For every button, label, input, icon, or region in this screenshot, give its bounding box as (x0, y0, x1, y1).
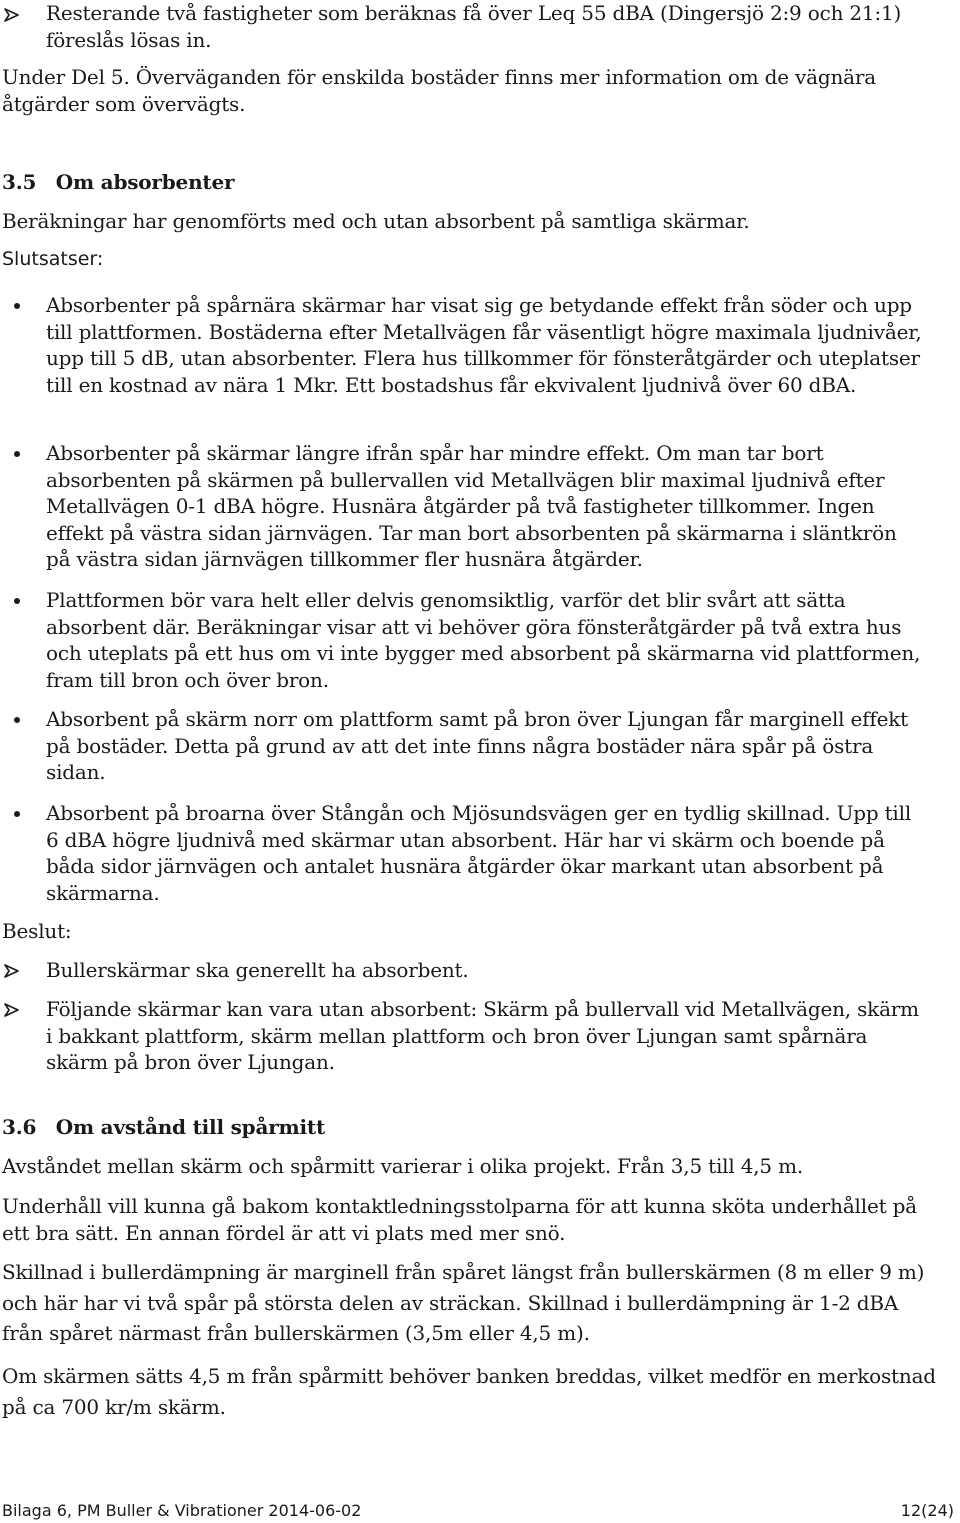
heading-number: 3.5 (2, 170, 37, 194)
bullet-item: Absorbenter på skärmar längre ifrån spår har mindre effekt. Om man tar bort absorbenten på skärmen på bullervallen vid Metallvägen blir maximal ljudnivå efter Metallvägen 0-1 dBA högre. Husnära åtgärder på två fastigheter tillkommer. Ingen effekt på västra sidan järnvägen. Tar man bort absorbenten på skärmarna i släntkrön på västra sidan järnvägen tillkommer fler husnära åtgärder. (46, 441, 897, 571)
paragraph-p6: Skillnad i bullerdämpning är marginell från spåret längst från bullerskärmen (8 m eller 9 m) och här har vi två spår på största delen av sträckan. Skillnad i bullerdämpning är 1-2 dBA från spåret närmast från bullerskärmen (3,5m eller 4,5 m). (2, 1260, 925, 1345)
heading-title: Om avstånd till spårmitt (55, 1115, 325, 1139)
heading-number: 3.6 (2, 1115, 37, 1139)
page-footer (2, 1501, 954, 1520)
heading-title: Om absorbenter (55, 170, 235, 194)
bullet-item: Plattformen bör vara helt eller delvis genomsiktlig, varför det blir svårt att sätta absorbent där. Beräkningar visar att vi behöver göra fönsteråtgärder på två extra hus och uteplats på ett hus om vi inte bygger med absorbent på skärmarna vid plattformen, fram till bron och över bron. (46, 588, 921, 692)
label-slutsatser: Slutsatser: (2, 248, 104, 270)
paragraph-p7: Om skärmen sätts 4,5 m från spårmitt behöver banken breddas, vilket medför en merkostnad på ca 700 kr/m skärm. (2, 1364, 936, 1419)
paragraph-p5: Underhåll vill kunna gå bakom kontaktledningsstolparna för att kunna sköta underhållet på ett bra sätt. En annan fördel är att vi plats med mer snö. (2, 1194, 917, 1245)
label-beslut: Beslut: (2, 919, 72, 943)
heading-3-6 (2, 1114, 937, 1141)
bullet-item: Absorbent på skärm norr om plattform samt på bron över Ljungan får marginell effekt på bostäder. Detta på grund av att det inte finns några bostäder nära spår på östra sidan. (46, 707, 908, 784)
paragraph-p1: Resterande två fastigheter som beräknas få över Leq 55 dBA (Dingersjö 2:9 och 21:1) föreslås lösas in. (46, 1, 902, 52)
bullet-item: Absorbent på broarna över Stångån och Mjösundsvägen ger en tydlig skillnad. Upp till 6 dBA högre ljudnivå med skärmar utan absorbent. Här har vi skärm och boende på båda sidor järnvägen och antalet husnära åtgärder ökar markant utan absorbent på skärmarna. (46, 801, 912, 905)
paragraph-p4: Avståndet mellan skärm och spårmitt varierar i olika projekt. Från 3,5 till 4,5 m. (2, 1154, 803, 1178)
decision-item: Följande skärmar kan vara utan absorbent: Skärm på bullervall vid Metallvägen, skärm i bakkant plattform, skärm mellan plattform och bron över Ljungan samt spårnära skärm på bron över Ljungan. (46, 997, 919, 1074)
bullet-item: Absorbenter på spårnära skärmar har visat sig ge betydande effekt från söder och upp till plattformen. Bostäderna efter Metallvägen får väsentligt högre maximala ljudnivåer, upp till 5 dB, utan absorbenter. Flera hus tillkommer för fönsteråtgärder och uteplatser till en kostnad av nära 1 Mkr. Ett bostadshus får ekvivalent ljudnivå över 60 dBA. (46, 293, 922, 397)
decision-item: Bullerskärmar ska generellt ha absorbent. (46, 958, 469, 982)
paragraph-p3: Beräkningar har genomförts med och utan absorbent på samtliga skärmar. (2, 209, 750, 233)
footer-document-title: Bilaga 6, PM Buller & Vibrationer 2014-06-02 (2, 1501, 362, 1520)
heading-3-5 (2, 169, 937, 196)
arrow-bullet-icon (4, 1003, 28, 1017)
arrow-bullet-icon (4, 8, 28, 22)
arrow-bullet-icon (4, 964, 28, 978)
paragraph-p2: Under Del 5. Överväganden för enskilda bostäder finns mer information om de vägnära åtgärder som övervägts. (2, 65, 876, 116)
page-number: 12(24) (900, 1501, 954, 1520)
